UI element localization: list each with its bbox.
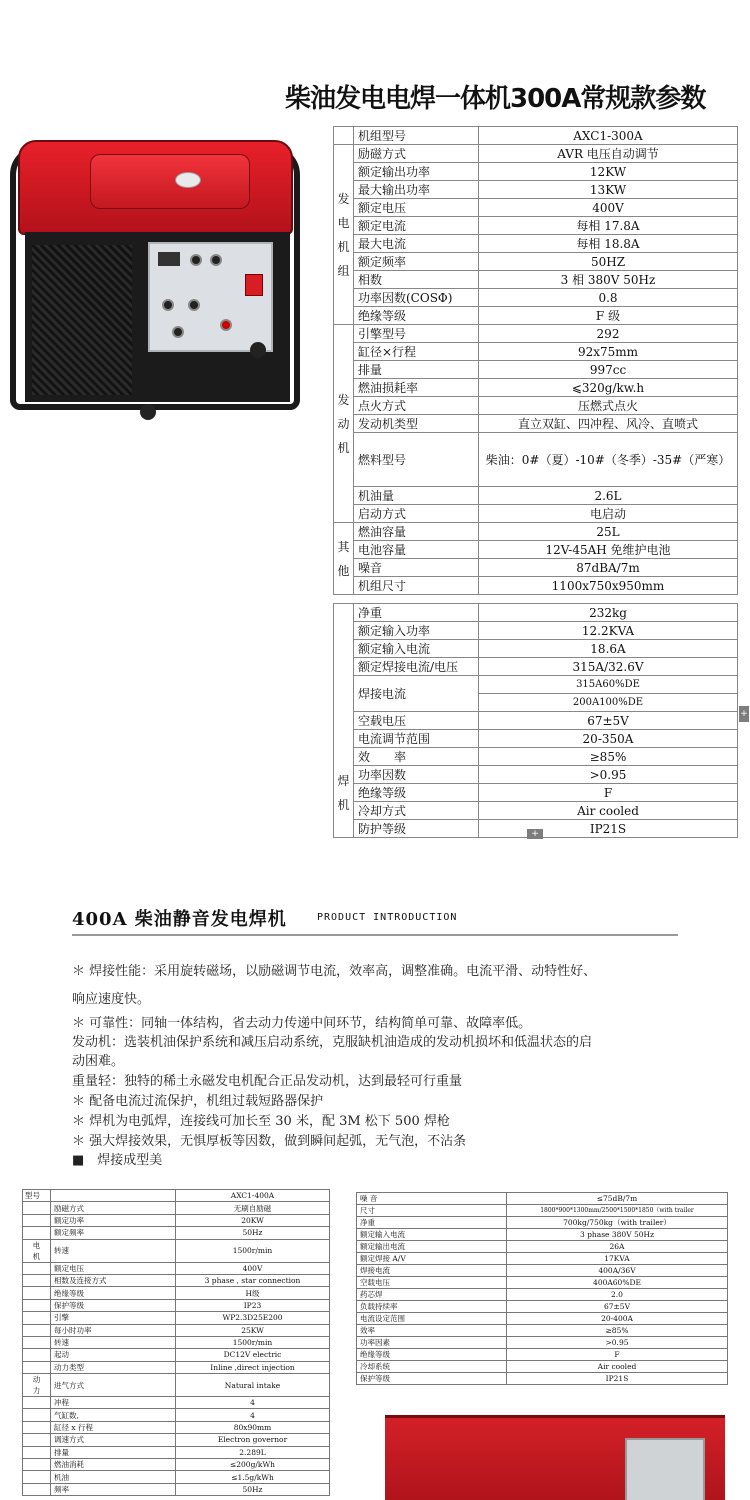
spec-table-welder (333, 603, 738, 838)
knob-icon (190, 254, 202, 266)
generator-photo (0, 120, 305, 430)
intro-line: ＊ 强大焊接效果，无惧厚板等因数，做到瞬间起弧，无气泡，不沾条 (72, 1134, 467, 1149)
spec-value: Air cooled (507, 1361, 728, 1373)
spec-label: 焊接电流 (354, 676, 479, 712)
spec-value: 12V-45AH 免维护电池 (479, 541, 738, 559)
group-cell (23, 1349, 51, 1361)
spec-value: 50HZ (479, 253, 738, 271)
spec-label: 燃油消耗 (51, 1459, 176, 1471)
spec-label: 保护等级 (51, 1299, 176, 1311)
spec-value: 3 phase , star connection (176, 1274, 330, 1286)
spec-value: 67±5V (507, 1301, 728, 1313)
expand-tab-icon[interactable]: + (739, 706, 749, 722)
table-row (334, 541, 738, 559)
table-row (334, 145, 738, 163)
spec-value: 无刷自励磁 (176, 1202, 330, 1214)
spec-value: 12KW (479, 163, 738, 181)
spec-label: 效 率 (354, 748, 479, 766)
group-cell (23, 1312, 51, 1324)
spec-label: 发动机类型 (354, 415, 479, 433)
spec-label (51, 1190, 176, 1202)
spec-label: 额定输入电流 (357, 1229, 507, 1241)
table-row (23, 1374, 330, 1397)
spec-value: H级 (176, 1287, 330, 1299)
table-row (357, 1301, 728, 1313)
table-row (334, 127, 738, 145)
spec-value: DC12V electric (176, 1349, 330, 1361)
table-row (357, 1289, 728, 1301)
table-row (334, 577, 738, 595)
spec-value: 2.0 (507, 1289, 728, 1301)
table-row (334, 559, 738, 577)
spec-value: 直立双缸、四冲程、风冷、直喷式 (479, 415, 738, 433)
spec-label: 空载电压 (354, 712, 479, 730)
group-cell: 动 力 (23, 1374, 51, 1397)
spec-label: 燃油损耗率 (354, 379, 479, 397)
table-row (334, 289, 738, 307)
group-cell (23, 1324, 51, 1336)
intro-line: 动困难。 (72, 1054, 125, 1069)
group-cell: 电 机 (23, 1239, 51, 1262)
spec-value: 50Hz (176, 1483, 330, 1495)
spec-value: 1500r/min (176, 1336, 330, 1348)
group-cell: 发 动 机 (334, 325, 354, 523)
spec-label: 机油量 (354, 487, 479, 505)
spec-value: 2.289L (176, 1446, 330, 1458)
terminal-icon (220, 319, 232, 331)
table-row (334, 253, 738, 271)
table-row (334, 415, 738, 433)
spec-label: 引擎型号 (354, 325, 479, 343)
table-row (334, 397, 738, 415)
table-row (23, 1299, 330, 1311)
group-cell (23, 1434, 51, 1446)
group-cell (23, 1421, 51, 1433)
intro-line: ＊ 配备电流过流保护，机组过载短路器保护 (72, 1094, 324, 1109)
spec-label: 额定频率 (354, 253, 479, 271)
table-row (357, 1229, 728, 1241)
intro-line: 重量轻：独特的稀土永磁发电机配合正品发动机，达到最轻可行重量 (72, 1074, 463, 1089)
fuel-cap-icon (175, 172, 201, 188)
spec-value: AVR 电压自动调节 (479, 145, 738, 163)
spec-value: Natural intake (176, 1374, 330, 1397)
spec-label: 燃油容量 (354, 523, 479, 541)
spec-label: 励磁方式 (354, 145, 479, 163)
spec-value: 0.8 (479, 289, 738, 307)
table-row (357, 1241, 728, 1253)
intro-line: 发动机：选装机油保护系统和减压启动系统，克服缺机油造成的发动机损坏和低温状态的启 (72, 1035, 593, 1050)
table-row (334, 505, 738, 523)
spec-label: 净重 (357, 1217, 507, 1229)
table-row (23, 1434, 330, 1446)
spec-value: 3 相 380V 50Hz (479, 271, 738, 289)
spec-label: 额定输出电流 (357, 1241, 507, 1253)
spec-value: F 级 (479, 307, 738, 325)
spec-value: 315A60%DE (479, 676, 738, 694)
spec-value: 3 phase 380V 50Hz (507, 1229, 728, 1241)
section-title: 400A 柴油静音发电焊机 (72, 909, 287, 930)
spec-value: 315A/32.6V (479, 658, 738, 676)
table-row (334, 199, 738, 217)
spec-label: 额定输出功率 (354, 163, 479, 181)
generator-top-cover (18, 140, 293, 235)
table-row (23, 1349, 330, 1361)
spec-value: 997cc (479, 361, 738, 379)
spec-value: AXC1-400A (176, 1190, 330, 1202)
spec-label: 冷却系统 (357, 1361, 507, 1373)
spec-value: 25L (479, 523, 738, 541)
spec-value: Electron governor (176, 1434, 330, 1446)
table-row (334, 640, 738, 658)
spec-value: 292 (479, 325, 738, 343)
spec-value: ⩽320g/kw.h (479, 379, 738, 397)
spec-value: ≤200g/kWh (176, 1459, 330, 1471)
spec-value: 400A/36V (507, 1265, 728, 1277)
spec-value: 2.6L (479, 487, 738, 505)
spec-value: >0.95 (479, 766, 738, 784)
generator-lid (90, 154, 250, 209)
spec-label: 尺寸 (357, 1205, 507, 1217)
group-cell (23, 1299, 51, 1311)
page-title: 柴油发电电焊一体机300A常规款参数 (285, 84, 706, 114)
table-row (334, 523, 738, 541)
spec-label: 功率因素 (357, 1337, 507, 1349)
spec-label: 额定电流 (354, 217, 479, 235)
section-divider (72, 934, 678, 936)
table-row (23, 1471, 330, 1483)
spec-value: 每相 17.8A (479, 217, 738, 235)
generator-grille (32, 245, 132, 395)
spec-value: 400V (479, 199, 738, 217)
section-subtitle: PRODUCT INTRODUCTION (317, 912, 458, 923)
group-cell (23, 1262, 51, 1274)
spec-label: 额定输入电流 (354, 640, 479, 658)
spec-label: 启动方式 (354, 505, 479, 523)
spec-value: 13KW (479, 181, 738, 199)
knob-icon (210, 254, 222, 266)
spec-value: F (507, 1349, 728, 1361)
spec-label: 转速 (51, 1239, 176, 1262)
spec-value: 电启动 (479, 505, 738, 523)
table-row (23, 1336, 330, 1348)
table-row (23, 1239, 330, 1262)
group-cell (23, 1361, 51, 1373)
control-panel (625, 1438, 705, 1500)
spec-label: 功率因数(COSΦ) (354, 289, 479, 307)
spec-label: 额定输入功率 (354, 622, 479, 640)
spec-value: 每相 18.8A (479, 235, 738, 253)
spec-value: 1100x750x950mm (479, 577, 738, 595)
table-row (334, 784, 738, 802)
silent-generator-photo (385, 1415, 725, 1500)
spec-label: 电流设定范围 (357, 1313, 507, 1325)
table-row (334, 325, 738, 343)
table-row (334, 676, 738, 694)
table-row (23, 1446, 330, 1458)
spec-label: 额定电压 (354, 199, 479, 217)
spec-label: 缸径 x 行程 (51, 1421, 176, 1433)
table-row (357, 1277, 728, 1289)
spec-label: 电池容量 (354, 541, 479, 559)
spec-label: 相数 (354, 271, 479, 289)
spec-value: 25KW (176, 1324, 330, 1336)
spec-label: 效率 (357, 1325, 507, 1337)
table-row (23, 1227, 330, 1239)
spec-value: 柴油：0#（夏）-10#（冬季）-35#（严寒） (479, 433, 738, 487)
spec-value: 80x90mm (176, 1421, 330, 1433)
group-cell (23, 1274, 51, 1286)
spec-label: 防护等级 (354, 820, 479, 838)
table-row (23, 1312, 330, 1324)
table-row (357, 1313, 728, 1325)
table-row (23, 1459, 330, 1471)
spec-label: 机组型号 (354, 127, 479, 145)
intro-line: ＊ 焊接性能：采用旋转磁场，以励磁调节电流，效率高，调整准确。电流平滑、动特性好、 (72, 964, 597, 979)
spec-label: 动力类型 (51, 1361, 176, 1373)
spec-label: 起动 (51, 1349, 176, 1361)
spec-label: 气缸数, (51, 1409, 176, 1421)
spec-label: 焊接电流 (357, 1265, 507, 1277)
spec-label: 额定焊接 A/V (357, 1253, 507, 1265)
group-cell (23, 1214, 51, 1226)
spec-value: 20-400A (507, 1313, 728, 1325)
spec-value: 67±5V (479, 712, 738, 730)
spec-label: 每小时功率 (51, 1324, 176, 1336)
group-cell (23, 1409, 51, 1421)
table-row (357, 1265, 728, 1277)
spec-label: 调速方式 (51, 1434, 176, 1446)
spec-value: ≥85% (507, 1325, 728, 1337)
spec-label: 频率 (51, 1483, 176, 1495)
table-row (334, 343, 738, 361)
spec-value: IP21S (479, 820, 738, 838)
table-row (357, 1337, 728, 1349)
table-row (23, 1262, 330, 1274)
group-cell (23, 1459, 51, 1471)
spec-label: 最大电流 (354, 235, 479, 253)
spec-value: 4 (176, 1397, 330, 1409)
table-row (334, 307, 738, 325)
table-row (357, 1217, 728, 1229)
table-row (23, 1397, 330, 1409)
group-cell: 型号 (23, 1190, 51, 1202)
table-row (23, 1361, 330, 1373)
group-cell (23, 1202, 51, 1214)
group-cell (23, 1483, 51, 1495)
spec-label: 最大输出功率 (354, 181, 479, 199)
spec-value: IP21S (507, 1373, 728, 1385)
spec-value: 17KVA (507, 1253, 728, 1265)
spec-label: 引擎 (51, 1312, 176, 1324)
spec-label: 排量 (354, 361, 479, 379)
spec-value: 92x75mm (479, 343, 738, 361)
spec-value: 18.6A (479, 640, 738, 658)
table-row (334, 748, 738, 766)
table-row (334, 181, 738, 199)
spec-value: ≤75dB/7m (507, 1193, 728, 1205)
spec-label: 额定焊接电流/电压 (354, 658, 479, 676)
terminal-icon (172, 326, 184, 338)
spec-value: 87dBA/7m (479, 559, 738, 577)
spec-value: 1800*900*1300mm/2500*1500*1850（with trailer (507, 1205, 728, 1217)
group-cell: 发 电 机 组 (334, 145, 354, 325)
spec-value: 压燃式点火 (479, 397, 738, 415)
group-cell (23, 1446, 51, 1458)
spec-value: 26A (507, 1241, 728, 1253)
intro-line: ■ 焊接成型美 (72, 1153, 163, 1168)
spec-label: 功率因数 (354, 766, 479, 784)
spec-label: 缸径×行程 (354, 343, 479, 361)
table-row (23, 1190, 330, 1202)
table-row (334, 658, 738, 676)
table-row (334, 802, 738, 820)
group-cell: 焊 机 (334, 604, 354, 838)
spec-label: 相数及连接方式 (51, 1274, 176, 1286)
spec-label: 冷却方式 (354, 802, 479, 820)
table-row (357, 1361, 728, 1373)
table-row (23, 1421, 330, 1433)
table-row (357, 1193, 728, 1205)
table-row (23, 1324, 330, 1336)
spec-label: 进气方式 (51, 1374, 176, 1397)
table-row (334, 217, 738, 235)
spec-value: Air cooled (479, 802, 738, 820)
table-row (334, 433, 738, 487)
group-cell (334, 127, 354, 145)
spec-value: 20-350A (479, 730, 738, 748)
table-row (357, 1325, 728, 1337)
table-row (23, 1287, 330, 1299)
spec-value: 400V (176, 1262, 330, 1274)
table-row (334, 730, 738, 748)
spec-value: 400A60%DE (507, 1277, 728, 1289)
spec-label: 保护等级 (357, 1373, 507, 1385)
spec-value: IP23 (176, 1299, 330, 1311)
spec-value: 200A100%DE (479, 694, 738, 712)
expand-tab-icon[interactable]: + (527, 829, 543, 839)
spec-value: ≤1.5g/kWh (176, 1471, 330, 1483)
table-row (334, 487, 738, 505)
table-row (334, 163, 738, 181)
table-row (23, 1409, 330, 1421)
spec-label: 机油 (51, 1471, 176, 1483)
intro-line: ＊ 可靠性：同轴一体结构，省去动力传递中间环节，结构简单可靠、故障率低。 (72, 1016, 532, 1031)
spec-value: 12.2KVA (479, 622, 738, 640)
spec-label: 负载持续率 (357, 1301, 507, 1313)
spec-label: 药芯焊 (357, 1289, 507, 1301)
spec-value: 232kg (479, 604, 738, 622)
spec-value: Inline ,direct injection (176, 1361, 330, 1373)
table-row (23, 1214, 330, 1226)
socket-icon (245, 274, 263, 296)
spec-value: ≥85% (479, 748, 738, 766)
spec-label: 燃料型号 (354, 433, 479, 487)
table-row (357, 1205, 728, 1217)
table-row (334, 271, 738, 289)
spec-label: 噪音 (354, 559, 479, 577)
group-cell (23, 1397, 51, 1409)
spec-label: 额定频率 (51, 1227, 176, 1239)
spec-label: 绝缘等级 (354, 307, 479, 325)
spec-label: 绝缘等级 (357, 1349, 507, 1361)
spec-value: 1500r/min (176, 1239, 330, 1262)
spec-value: AXC1-300A (479, 127, 738, 145)
meter-icon (158, 252, 180, 266)
spec-label: 额定电压 (51, 1262, 176, 1274)
knob-icon (188, 299, 200, 311)
table-row (23, 1483, 330, 1495)
table-row (334, 766, 738, 784)
spec-value: WP2.3D25E200 (176, 1312, 330, 1324)
spec-table-400a-welder (356, 1192, 728, 1385)
spec-label: 转速 (51, 1336, 176, 1348)
table-row (23, 1274, 330, 1286)
spec-label: 排量 (51, 1446, 176, 1458)
table-row (334, 604, 738, 622)
table-row (334, 235, 738, 253)
table-row (334, 622, 738, 640)
spec-label: 电流调节范围 (354, 730, 479, 748)
group-cell: 其 他 (334, 523, 354, 595)
spec-label: 绝缘等级 (354, 784, 479, 802)
spec-label: 额定功率 (51, 1214, 176, 1226)
spec-label: 噪 音 (357, 1193, 507, 1205)
spec-label: 机组尺寸 (354, 577, 479, 595)
spec-label: 冲程 (51, 1397, 176, 1409)
group-cell (23, 1336, 51, 1348)
intro-line: 响应速度快。 (72, 992, 151, 1007)
table-row (23, 1202, 330, 1214)
control-panel (148, 242, 273, 352)
group-cell (23, 1227, 51, 1239)
spec-value: 50Hz (176, 1227, 330, 1239)
spec-table-generator (333, 126, 738, 595)
group-cell (23, 1287, 51, 1299)
table-row (334, 712, 738, 730)
table-row (357, 1349, 728, 1361)
spec-label: 净重 (354, 604, 479, 622)
group-cell (23, 1471, 51, 1483)
spec-label: 点火方式 (354, 397, 479, 415)
spec-value: >0.95 (507, 1337, 728, 1349)
intro-line: ＊ 焊机为电弧焊，连接线可加长至 30 米，配 3M 松下 500 焊枪 (72, 1114, 450, 1129)
table-row (357, 1373, 728, 1385)
table-row (334, 379, 738, 397)
spec-value: F (479, 784, 738, 802)
table-row (357, 1253, 728, 1265)
wheel-icon (250, 342, 266, 358)
spec-value: 20KW (176, 1214, 330, 1226)
knob-icon (162, 299, 174, 311)
table-row (334, 361, 738, 379)
spec-label: 空载电压 (357, 1277, 507, 1289)
spec-value: 700kg/750kg（with trailer） (507, 1217, 728, 1229)
spec-label: 绝缘等级 (51, 1287, 176, 1299)
spec-label: 励磁方式 (51, 1202, 176, 1214)
wheel-icon (140, 404, 156, 420)
spec-table-400a (22, 1189, 330, 1496)
spec-value: 4 (176, 1409, 330, 1421)
